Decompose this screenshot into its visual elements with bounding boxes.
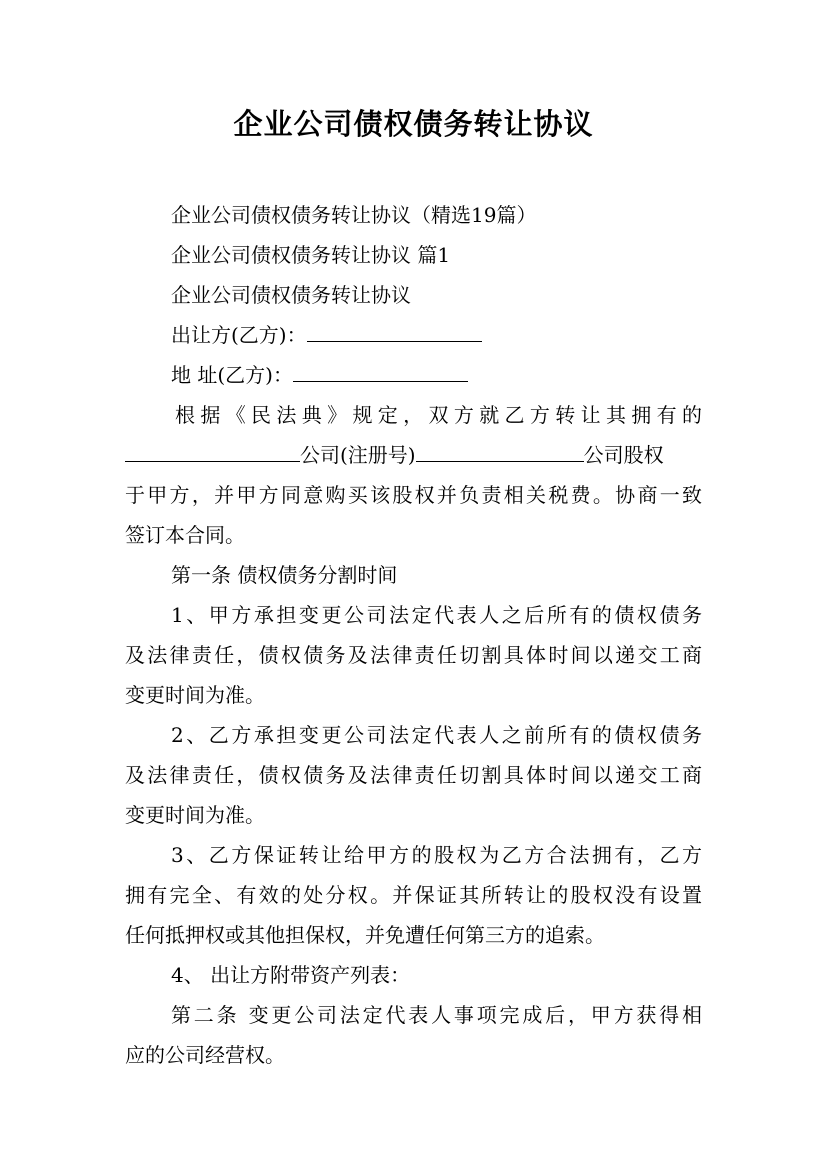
article-1-item-1-line-2: 及法律责任，债权债务及法律责任切割具体时间以递交工商 <box>125 643 702 667</box>
registration-label: 公司(注册号) <box>300 443 416 467</box>
article-2-line-1: 第二条 变更公司法定代表人事项完成后，甲方获得相 <box>171 1003 702 1027</box>
registration-blank <box>416 439 584 462</box>
article-1-item-1-line-1: 1、甲方承担变更公司法定代表人之后所有的债权债务 <box>171 603 702 627</box>
company-blank <box>125 439 300 462</box>
article-1-item-1-line-3: 变更时间为准。 <box>125 683 265 707</box>
article-1-item-2-line-3: 变更时间为准。 <box>125 803 265 827</box>
address-blank <box>293 359 468 382</box>
preamble-line-1: 根据《民法典》规定，双方就乙方转让其拥有的 <box>175 403 702 427</box>
article-1-item-2-line-1: 2、乙方承担变更公司法定代表人之前所有的债权债务 <box>171 723 702 747</box>
preamble-line-4: 签订本合同。 <box>125 523 245 547</box>
subtitle: 企业公司债权债务转让协议（精选19篇） <box>171 203 537 227</box>
article-1-item-3-line-3: 任何抵押权或其他担保权，并免遭任何第三方的追索。 <box>125 923 605 947</box>
agreement-name: 企业公司债权债务转让协议 <box>171 283 411 307</box>
preamble-line-3: 于甲方，并甲方同意购买该股权并负责相关税费。协商一致 <box>125 483 702 507</box>
article-1-item-2-line-2: 及法律责任，债权债务及法律责任切割具体时间以递交工商 <box>125 763 702 787</box>
address-line <box>125 355 702 395</box>
article-1-item-3-line-1: 3、乙方保证转让给甲方的股权为乙方合法拥有，乙方 <box>171 843 702 867</box>
preamble-line-2 <box>125 435 702 475</box>
article-2-line-2: 应的公司经营权。 <box>125 1043 285 1067</box>
section-heading: 企业公司债权债务转让协议 篇1 <box>171 243 451 267</box>
transferor-line <box>125 315 702 355</box>
equity-label: 公司股权 <box>583 443 664 467</box>
article-1-item-4: 4、 出让方附带资产列表： <box>171 963 411 987</box>
transferor-label: 出让方(乙方)： <box>171 323 307 347</box>
article-1-item-3-line-2: 拥有完全、有效的处分权。并保证其所转让的股权没有设置 <box>125 883 702 907</box>
document-title: 企业公司债权债务转让协议 <box>233 107 594 141</box>
transferor-blank <box>307 319 482 342</box>
article-1-heading: 第一条 债权债务分割时间 <box>171 563 398 587</box>
address-label: 地 址(乙方)： <box>171 363 293 387</box>
document-body <box>125 195 702 1075</box>
